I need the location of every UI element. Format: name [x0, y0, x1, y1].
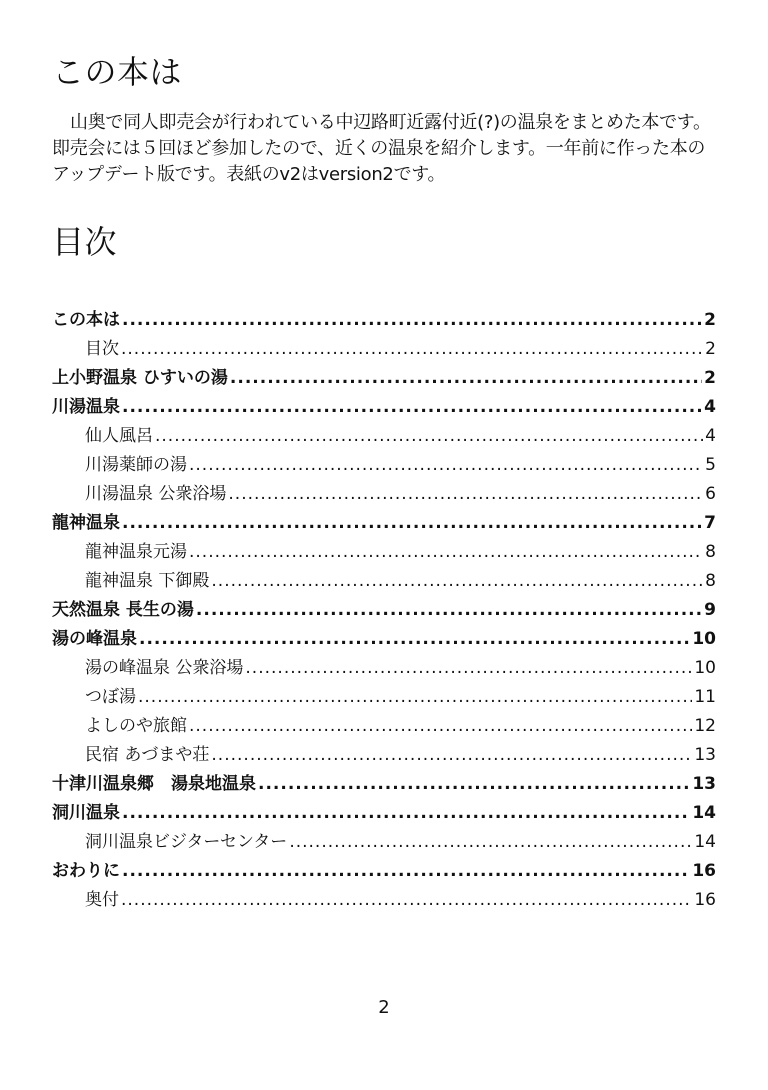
toc-dot-leader — [122, 799, 690, 828]
toc-entry-title: この本は — [52, 310, 120, 330]
toc-entry-subsection[interactable] — [52, 422, 716, 451]
toc-entry-page: 16 — [694, 890, 716, 910]
toc-entry-title: 龍神温泉元湯 — [85, 542, 187, 562]
toc-dot-leader — [189, 712, 692, 741]
toc-entry-title: 川湯温泉 — [52, 397, 120, 417]
toc-entry-page: 12 — [694, 716, 716, 736]
toc-entry-page: 2 — [704, 310, 716, 330]
toc-entry-page: 5 — [705, 455, 716, 475]
toc-dot-leader — [211, 567, 703, 596]
toc-dot-leader — [196, 596, 702, 625]
toc-entry-page: 8 — [705, 571, 716, 591]
toc-entry-chapter[interactable] — [52, 625, 716, 654]
toc-dot-leader — [289, 828, 692, 857]
toc-entry-page: 13 — [692, 774, 716, 794]
toc-entry-title: おわりに — [52, 861, 120, 881]
toc-dot-leader — [245, 654, 692, 683]
toc-entry-chapter[interactable] — [52, 857, 716, 886]
toc-entry-title: 湯の峰温泉 公衆浴場 — [85, 658, 244, 678]
toc-dot-leader — [189, 451, 703, 480]
toc-entry-subsection[interactable] — [52, 654, 716, 683]
toc-entry-subsection[interactable] — [52, 828, 716, 857]
toc-entry-title: 目次 — [85, 339, 119, 359]
toc-dot-leader — [138, 683, 692, 712]
toc-entry-chapter[interactable] — [52, 770, 716, 799]
toc-entry-subsection[interactable] — [52, 741, 716, 770]
toc-entry-title: つぼ湯 — [85, 687, 136, 707]
toc-entry-subsection[interactable] — [52, 712, 716, 741]
toc-dot-leader — [121, 886, 692, 915]
toc-entry-chapter[interactable] — [52, 799, 716, 828]
toc-entry-subsection[interactable] — [52, 538, 716, 567]
toc-entry-subsection[interactable] — [52, 683, 716, 712]
toc-entry-title: 天然温泉 長生の湯 — [52, 600, 194, 620]
intro-paragraph: 山奥で同人即売会が行われている中辺路町近露付近(?)の温泉をまとめた本です。即売会には５回ほど参加したので、近くの温泉を紹介します。一年前に作った本のアップデート版です。表紙のv2はversion2です。 — [52, 112, 711, 185]
toc-entry-chapter[interactable] — [52, 596, 716, 625]
toc-entry-page: 4 — [705, 426, 716, 446]
toc-entry-page: 11 — [694, 687, 716, 707]
toc-entry-page: 14 — [692, 803, 716, 823]
toc-dot-leader — [230, 364, 702, 393]
toc-entry-chapter[interactable] — [52, 393, 716, 422]
toc-entry-title: 湯の峰温泉 — [52, 629, 137, 649]
intro-heading: この本は — [52, 53, 183, 91]
toc-entry-title: 洞川温泉ビジターセンター — [85, 832, 288, 852]
toc-dot-leader — [228, 480, 703, 509]
toc-dot-leader — [121, 335, 703, 364]
toc-entry-page: 9 — [704, 600, 716, 620]
toc-entry-page: 10 — [692, 629, 716, 649]
toc-entry-chapter[interactable] — [52, 364, 716, 393]
toc-entry-page: 14 — [694, 832, 716, 852]
toc-dot-leader — [189, 538, 703, 567]
toc-entry-title: 仙人風呂 — [85, 426, 153, 446]
toc-dot-leader — [122, 393, 702, 422]
toc-dot-leader — [122, 509, 702, 538]
toc-entry-page: 7 — [704, 513, 716, 533]
toc-entry-subsection[interactable] — [52, 567, 716, 596]
toc-entry-page: 2 — [704, 368, 716, 388]
toc-entry-title: 川湯温泉 公衆浴場 — [85, 484, 227, 504]
toc-entry-title: 龍神温泉 — [52, 513, 120, 533]
toc-entry-subsection[interactable] — [52, 480, 716, 509]
toc-entry-page: 8 — [705, 542, 716, 562]
toc-entry-page: 10 — [694, 658, 716, 678]
toc-entry-page: 16 — [692, 861, 716, 881]
toc-entry-title: 上小野温泉 ひすいの湯 — [52, 368, 228, 388]
toc-entry-page: 6 — [705, 484, 716, 504]
toc-entry-page: 2 — [705, 339, 716, 359]
toc-dot-leader — [122, 306, 702, 335]
toc-dot-leader — [139, 625, 690, 654]
toc-entry-chapter[interactable] — [52, 509, 716, 538]
toc-entry-title: 洞川温泉 — [52, 803, 120, 823]
page-number: 2 — [378, 997, 390, 1018]
table-of-contents — [52, 306, 716, 915]
toc-entry-title: 川湯薬師の湯 — [85, 455, 187, 475]
toc-entry-page: 4 — [704, 397, 716, 417]
toc-entry-subsection[interactable] — [52, 886, 716, 915]
toc-entry-chapter[interactable] — [52, 306, 716, 335]
toc-entry-title: よしのや旅館 — [85, 716, 187, 736]
toc-entry-page: 13 — [694, 745, 716, 765]
toc-entry-title: 奥付 — [85, 890, 119, 910]
toc-entry-subsection[interactable] — [52, 335, 716, 364]
toc-heading: 目次 — [52, 223, 118, 261]
toc-entry-title: 民宿 あづまや荘 — [85, 745, 210, 765]
toc-dot-leader — [122, 857, 690, 886]
toc-entry-subsection[interactable] — [52, 451, 716, 480]
toc-entry-title: 龍神温泉 下御殿 — [85, 571, 210, 591]
toc-dot-leader — [258, 770, 690, 799]
toc-entry-title: 十津川温泉郷 湯泉地温泉 — [52, 774, 256, 794]
toc-dot-leader — [211, 741, 692, 770]
toc-dot-leader — [155, 422, 703, 451]
